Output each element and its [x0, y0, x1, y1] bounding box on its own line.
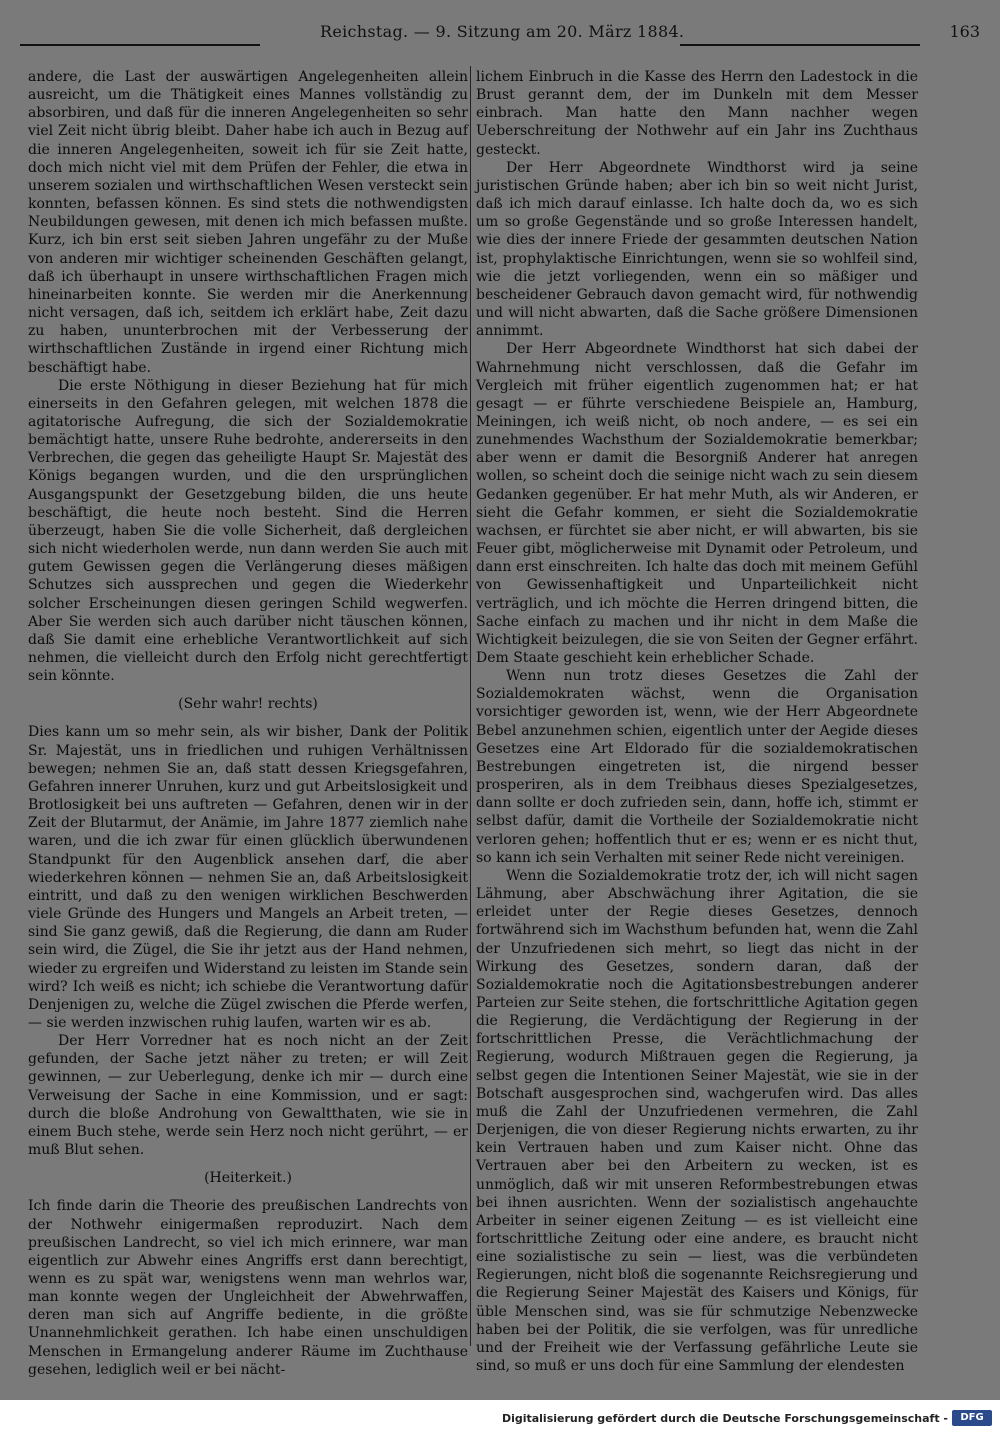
header-title: Reichstag. — 9. Sitzung am 20. März 1884.	[320, 22, 685, 41]
page-header	[20, 22, 992, 46]
header-rule-left	[20, 44, 260, 46]
digitization-footer	[0, 1404, 1000, 1432]
paragraph: Die erste Nöthigung in dieser Beziehung hat für mich einerseits in den Gefahren gelegen, mit welchen 1878 die agitatorische Aufregung, die sich der Sozialdemokratie bemächtigt hatte, unsere Ruhe bedrohte, andererseits in den Verbrechen, die gegen das geheiligte Haupt Sr. Majestät des Königs begangen wurden, und die den ursprünglichen Ausgangspunkt der Gesetzgebung bilden, die uns heute beschäftigt, die heute noch besteht. Sind die Herren überzeugt, haben Sie die volle Sicherheit, daß dergleichen sich nicht wiederholen werde, nun dann werden Sie auch mit gutem Gewissen gegen die Verlängerung dieses mäßigen Schutzes sich aussprechen und gegen die Wiederkehr solcher Erscheinungen diesen geringen Schild wegwerfen. Aber Sie werden sich auch darüber nicht täuschen können, daß Sie damit eine erhebliche Verantwortlichkeit auf sich nehmen, die vielleicht durch den Erfolg nicht gerechtfertigt sein könnte.	[28, 377, 468, 685]
paragraph: Der Herr Vorredner hat es noch nicht an der Zeit gefunden, der Sache jetzt näher zu treten; er will Zeit gewinnen, — zur Ueberlegung, denke ich mir — durch eine Verweisung der Sache in eine Kommission, und er sagt: durch die bloße Androhung von Gewaltthaten, wie sie in einem Buch stehe, werde sein Herz noch nicht gerührt, — er muß Blut sehen.	[28, 1033, 468, 1159]
speech-remark: (Heiterkeit.)	[204, 1170, 292, 1187]
paragraph: andere, die Last der auswärtigen Angelegenheiten allein ausreicht, um die Thätigkeit eines Mannes vollständig zu absorbiren, und daß für die inneren Angelegenheiten so sehr viel Zeit nicht übrig bleibt. Daher habe ich auch in Bezug auf die inneren Angelegenheiten, soweit ich für sie Zeit hatte, doch mich nicht viel mit dem Prüfen der Fehler, die etwa in unserem sozialen und wirthschaftlichen Wesen versteckt sein konnten, befassen können. Es sind stets die nothwendigsten Neubildungen gewesen, mit denen ich mich befassen mußte. Kurz, ich bin erst seit sieben Jahren ungefähr zu der Muße von anderen mir wichtiger scheinenden Geschäften gelangt, daß ich überhaupt in unsere wirthschaftlichen Fragen mich hineinarbeiten konnte. Sie werden mir die Anerkennung nicht versagen, daß ich, seitdem ich erklärt habe, Zeit dazu zu haben, ununterbrochen mit der Verbesserung der wirthschaftlichen Zustände in irgend einer Richtung mich beschäftigt habe.	[28, 69, 468, 376]
column-divider	[470, 66, 471, 1346]
page-number: 163	[949, 22, 980, 41]
paragraph: Wenn die Sozialdemokratie trotz der, ich will nicht sagen Lähmung, aber Abschwächung ihrer Agitation, die sie erleidet unter der Regie dieses Gesetzes, dennoch fortwährend sich im Wachsthum befunden hat, wenn die Zahl der Unzufriedenen sich mehrt, so liegt das nicht in der Wirkung des Gesetzes, sondern daran, daß der Sozialdemokratie noch die Agitationsbestrebungen anderer Parteien zur Seite stehen, die fortschrittliche Agitation gegen die Regierung, die Verdächtigung der Regierung in der fortschrittlichen Presse, die Verächtlichmachung der Regierung, wodurch Mißtrauen gegen die Regierung, ja selbst gegen die Intentionen Seiner Majestät, wie sie in der Botschaft ausgesprochen sind, wachgerufen wird. Das alles muß die Zahl der Unzufriedenen vermehren, die Zahl Derjenigen, die von dieser Regierung nichts erwarten, zu ihr kein Vertrauen haben und zum Kaiser nicht. Ohne das Vertrauen aber bei den Arbeitern zu wecken, ist es unmöglich, daß wir mit unseren Reformbestrebungen etwas bei ihnen ausrichten. Wenn der sozialistisch angehauchte Arbeiter in seiner eigenen Zeitung — es ist vielleicht eine fortschrittliche Zeitung oder eine andere, es braucht nicht eine sozialistische zu sein — liest, was die verbündeten Regierungen, nicht bloß die sogenannte Reichsregierung und die Regierung Seiner Majestät des Kaisers und Königs, für üble Menschen sind, was sie für schmutzige Nebenzwecke haben bei der Politik, die sie verfolgen, was für unredliche und der Freiheit wie der Verfassung gefährliche Leute sie sind, so muß er uns doch für eine Sammlung der elendesten	[476, 867, 918, 1375]
paragraph: Ich finde darin die Theorie des preußischen Landrechts von der Nothwehr einigermaßen reproduzirt. Nach dem preußischen Landrecht, so viel ich mich erinnere, war man eigentlich zur Abwehr eines Angriffs erst dann berechtigt, wenn es zu spät war, wenigstens wenn man wehrlos war, man konnte wegen der Ungleichheit der Abwehrwaffen, deren man sich auf Angriffe bediente, in die größte Unannehmlichkeit gerathen. Ich habe einen unschuldigen Menschen in Ermangelung anderer Räume im Zuchthause gesehen, lediglich weil er bei nächt-	[28, 1198, 468, 1378]
paragraph: lichem Einbruch in die Kasse des Herrn den Ladestock in die Brust gerannt dem, der im Dunkeln mit dem Messer einbrach. Man hatte den Mann nachher wegen Ueberschreitung der Nothwehr auf ein Jahr ins Zuchthaus gesteckt.	[476, 69, 918, 158]
paragraph: Dies kann um so mehr sein, als wir bisher, Dank der Politik Sr. Majestät, uns in friedlichen und ruhigen Verhältnissen bewegen; nehmen Sie an, daß statt dessen Kriegsgefahren, Gefahren innerer Unruhen, kurz und gut Arbeitslosigkeit und Brotlosigkeit bei uns auftreten — Gefahren, denen wir in der Zeit der Blutarmut, der Anämie, im Jahre 1877 ziemlich nahe waren, und die ich zwar für einen glücklich überwundenen Standpunkt für den Augenblick ansehen darf, die aber wiederkehren können — nehmen Sie an, daß Arbeitslosigkeit eintritt, und daß zu den wenigen wirklichen Beschwerden viele Gründe des Hungers und Mangels an Arbeit treten, — sind Sie ganz gewiß, daß die Regierung, die dann am Ruder sein wird, die Zügel, die Sie ihr jetzt aus der Hand nehmen, wieder zu ergreifen und Widerstand zu leisten im Stande sein wird? Ich weiß es nicht; ich schiebe die Verantwortung dafür Denjenigen zu, welche die Zügel zwischen die Pferde werfen, — sie werden inzwischen ruhig laufen, warten wir es ab.	[28, 724, 468, 1031]
paragraph: Der Herr Abgeordnete Windthorst hat sich dabei der Wahrnehmung nicht verschlossen, daß die Gefahr im Vergleich mit früher eigentlich zugenommen hat; er hat gesagt — er führte verschiedene Beispiele an, Hamburg, Meiningen, ich weiß nicht, ob noch andere, — es sei ein zunehmendes Wachsthum der Sozialdemokratie bemerkbar; aber wenn er damit die Besorgniß Anderer hat anregen wollen, so scheint doch die seinige nicht wach zu sein diesem Gedanken gegenüber. Er hat mehr Muth, als wir Anderen, er sieht die Gefahr kommen, er sieht die Sozialdemokratie wachsen, er fürchtet sie aber nicht, er will abwarten, bis sie Feuer gibt, möglicherweise mit Dynamit oder Petroleum, und dann erst einschreiten. Ich halte das doch mit meinem Gefühl von Gewissenhaftigkeit und Unparteilichkeit nicht verträglich, und ich möchte die Herren dringend bitten, die Sache einfach zu machen und ihr nicht in dem Maße die Wichtigkeit beizulegen, die sie von Seiten der Gegner erfährt. Dem Staate geschieht kein erheblicher Schade.	[476, 341, 918, 666]
paragraph: Der Herr Abgeordnete Windthorst wird ja seine juristischen Gründe haben; aber ich bin so weit nicht Jurist, daß ich mich darauf einlasse. Ich halte doch da, wo es sich um so große Gegenstände und so große Interessen handelt, wie dies der innere Friede der gesammten deutschen Nation ist, prophylaktische Einrichtungen, wenn sie so wohlfeil sind, wie die jetzt vorliegenden, wenn ein so mäßiger und bescheidener Gebrauch davon gemacht wird, für nothwendig und will nicht abwarten, daß die Sache größere Dimensionen annimmt.	[476, 159, 918, 340]
footer-credit: Digitalisierung gefördert durch die Deutsche Forschungsgemeinschaft -	[501, 1412, 948, 1425]
header-rule-right	[680, 44, 920, 46]
dfg-logo-icon: DFG	[952, 1410, 992, 1426]
left-column	[28, 68, 468, 1379]
paragraph: Wenn nun trotz dieses Gesetzes die Zahl der Sozialdemokraten wächst, wenn die Organisation vorsichtiger geworden ist, wenn, wie der Herr Abgeordnete Bebel anzunehmen schien, eigentlich unter der Aegide dieses Gesetzes eine Art Eldorado für die sozialdemokratischen Bestrebungen eingetreten ist, die nirgend besser prosperiren, als in dem Treibhaus dieses Spezialgesetzes, dann sollte er doch zufrieden sein, dann, hoffe ich, stimmt er selbst dafür, damit die Vortheile der Sozialdemokratie nicht verloren gehen; hoffentlich thut er es; wenn er es nicht thut, so kann ich sein Verhalten mit seiner Rede nicht vereinigen.	[476, 668, 918, 866]
right-column	[476, 68, 918, 1375]
speech-remark: (Sehr wahr! rechts)	[178, 696, 318, 713]
